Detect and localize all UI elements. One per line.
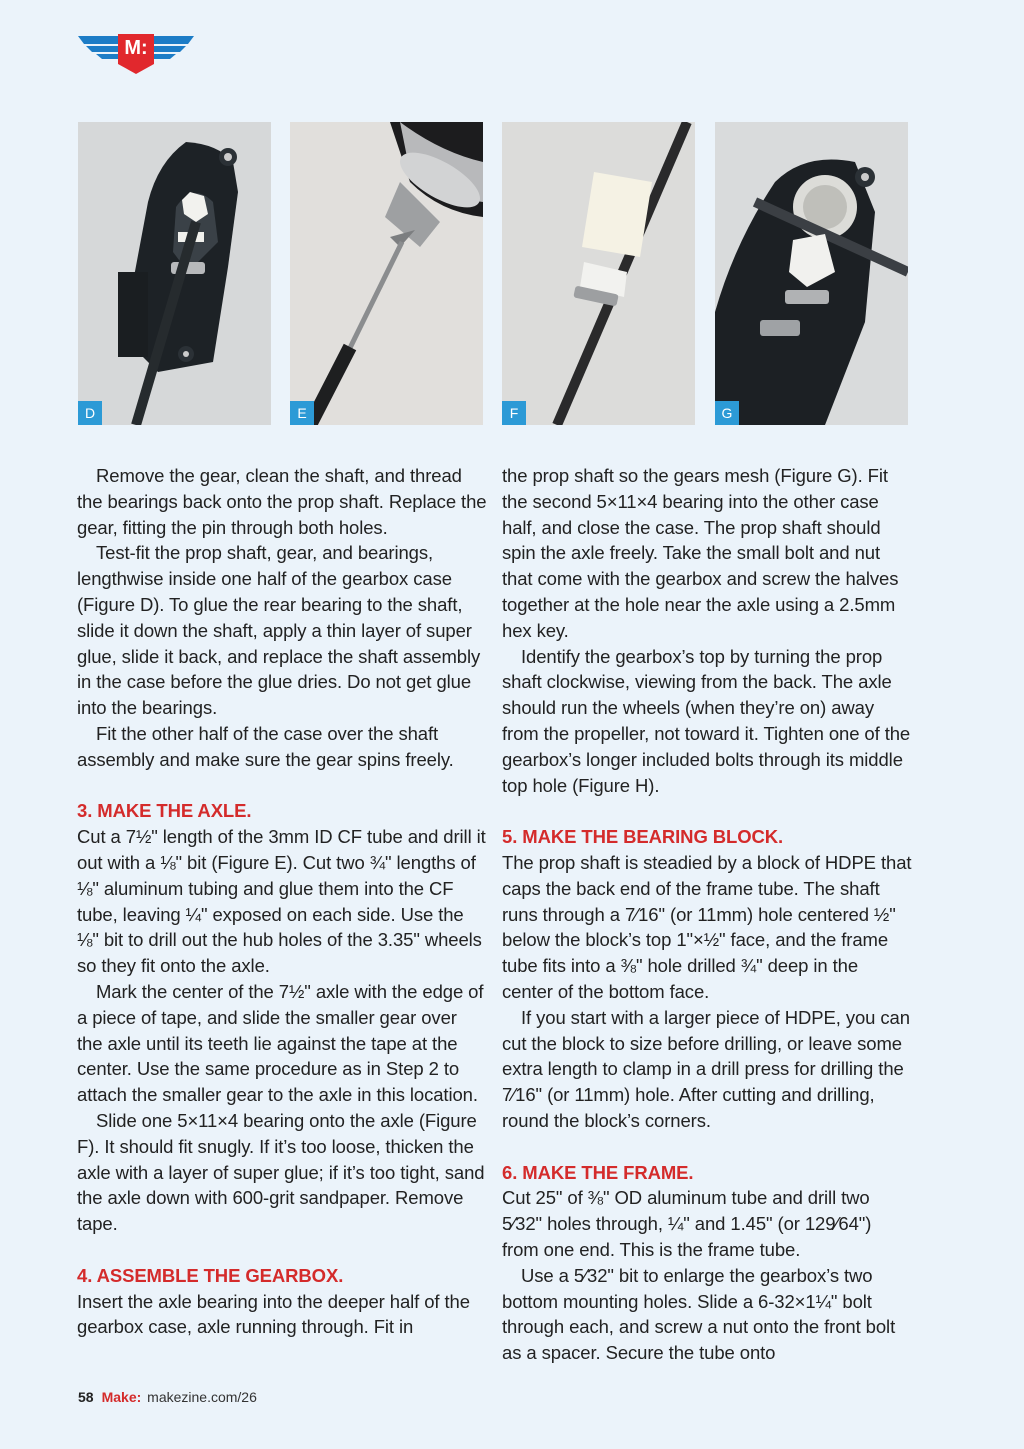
body-paragraph: Insert the axle bearing into the deeper half of the gearbox case, axle running through. Fit in: [77, 1290, 470, 1338]
gears-mesh-image: [715, 122, 908, 425]
drill-bit-image: [290, 122, 483, 425]
section-heading: 5. MAKE THE BEARING BLOCK.: [502, 826, 784, 848]
figure-label: E: [290, 401, 314, 425]
right-column: [502, 463, 912, 1366]
body-paragraph: Slide one 5×11×4 bearing onto the axle (Figure F). It should fit snugly. If it’s too loose, thicken the axle with a layer of super glue; if it’s too tight, sand the axle down with 600-grit sandpaper. Remove tape.: [77, 1109, 485, 1235]
figure-g-photo: [715, 122, 908, 425]
figure-e-photo: [290, 122, 483, 425]
body-paragraph: Cut a 7½" length of the 3mm ID CF tube and drill it out with a ⅛" bit (Figure E). Cut two ¾" lengths of ⅛" aluminum tubing and glue them into the CF tube, leaving ¼" exposed on each side. Use the ⅛" bit to drill out the hub holes of the 3.35" wheels so they fit onto the axle.: [77, 826, 486, 977]
axle-bearing-image: [502, 122, 695, 425]
body-paragraph: Mark the center of the 7½" axle with the edge of a piece of tape, and slide the smaller gear over the axle until its teeth lie against the tape at the center. Use the same procedure as in Step 2 to attach the smaller gear to the axle in this location.: [77, 980, 484, 1106]
body-paragraph: the prop shaft so the gears mesh (Figure G). Fit the second 5×11×4 bearing into the other case half, and close the case. The prop shaft should spin the axle freely. Take the small bolt and nut that come with the gearbox and screw the halves together at the hole near the axle using a 2.5mm hex key.: [502, 465, 899, 641]
page-number: 58: [78, 1389, 94, 1405]
body-paragraph: Use a 5⁄32" bit to enlarge the gearbox’s two bottom mounting holes. Slide a 6-32×1¼" bolt through each, and screw a nut onto the front bolt as a spacer. Secure the tube onto: [502, 1264, 896, 1364]
section-heading: 4. ASSEMBLE THE GEARBOX.: [77, 1264, 344, 1286]
gearbox-half-image: [78, 122, 271, 425]
figure-f-photo: [502, 122, 695, 425]
body-paragraph: Test-fit the prop shaft, gear, and bearings, lengthwise inside one half of the gearbox case (Figure D). To glue the rear bearing to the shaft, slide it down the shaft, apply a thin layer of super glue, slide it back, and replace the shaft assembly in the case before the glue dries. Do not get glue into the bearings.: [77, 542, 481, 719]
figure-d-photo: [78, 122, 271, 425]
section-heading: 6. MAKE THE FRAME.: [502, 1161, 694, 1183]
figure-strip: [78, 122, 908, 425]
body-paragraph: Identify the gearbox’s top by turning the prop shaft clockwise, viewing from the back. The axle should run the wheels (when they’re on) away from the propeller, not toward it. Tighten one of the gearbox’s longer included bolts through its middle top hole (Figure H).: [502, 645, 911, 796]
figure-label: F: [502, 401, 526, 425]
section-heading: 3. MAKE THE AXLE.: [77, 800, 252, 822]
logo-text: M:: [124, 37, 148, 59]
figure-label: G: [715, 401, 739, 425]
body-paragraph: The prop shaft is steadied by a block of HDPE that caps the back end of the frame tube. The shaft runs through a 7⁄16" (or 11mm) hole centered ½" below the block’s top 1"×½" face, and the frame tube fits into a ⅜" hole drilled ¾" deep in the center of the bottom face.: [502, 851, 912, 1002]
body-paragraph: If you start with a larger piece of HDPE, you can cut the block to size before drilling, or leave some extra length to clamp in a drill press for drilling the 7⁄16" (or 11mm) hole. After cutting and drilling, round the block’s corners.: [502, 1006, 910, 1131]
left-column: [77, 463, 487, 1340]
make-logo: [78, 32, 194, 76]
page-footer: [78, 1389, 257, 1405]
body-paragraph: Cut 25" of ⅜" OD aluminum tube and drill two 5⁄32" holes through, ¼" and 1.45" (or 129⁄64") from one end. This is the frame tube.: [502, 1187, 872, 1260]
body-paragraph: Fit the other half of the case over the shaft assembly and make sure the gear spins freely.: [77, 722, 454, 770]
footer-url: makezine.com/26: [147, 1389, 257, 1405]
body-paragraph: Remove the gear, clean the shaft, and thread the bearings back onto the prop shaft. Replace the gear, fitting the pin through both holes.: [77, 465, 487, 538]
footer-brand: Make:: [101, 1389, 142, 1405]
figure-label: D: [78, 401, 102, 425]
